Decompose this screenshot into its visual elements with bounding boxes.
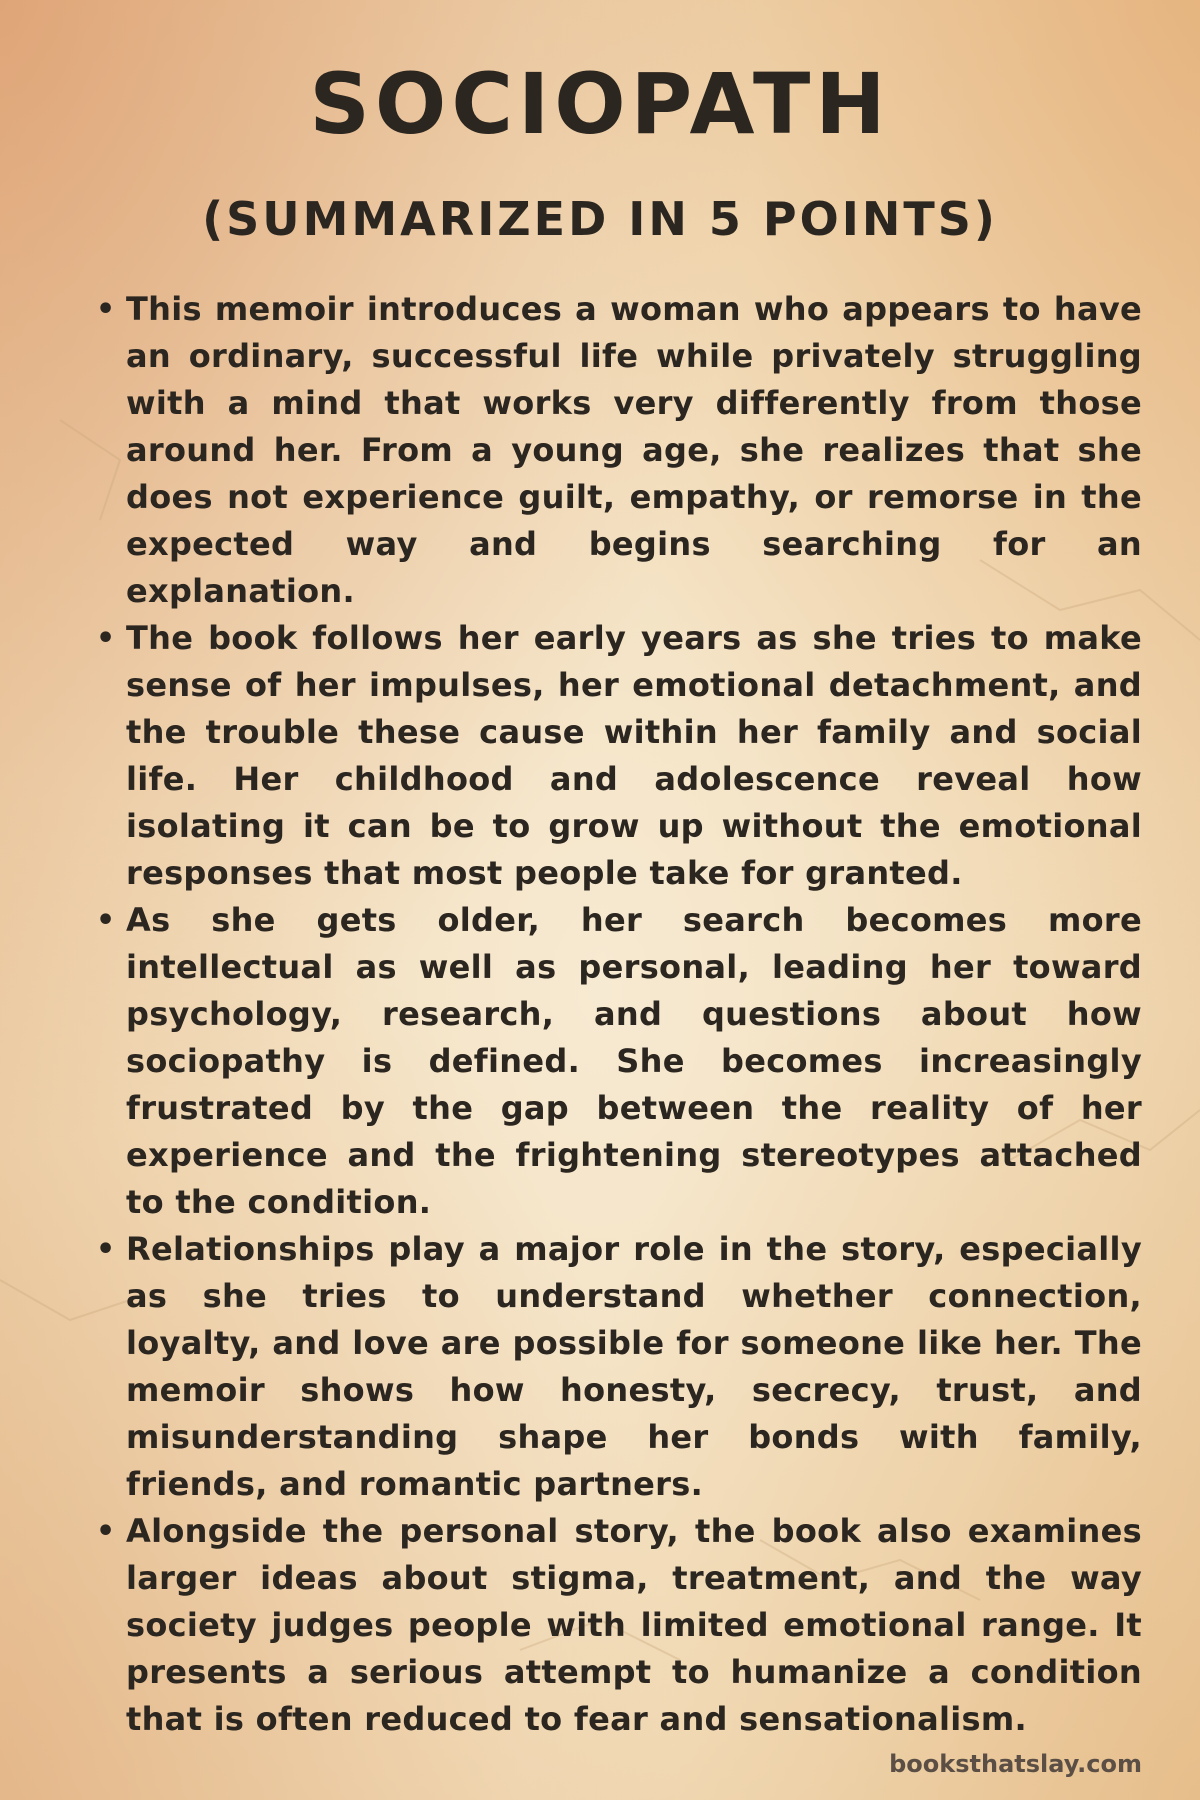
bullet-icon: • [96, 1232, 116, 1267]
page-title: SOCIOPATH [309, 55, 891, 153]
bullet-icon: • [96, 621, 116, 656]
summary-point-text: Relationships play a major role in the story, especially as she tries to understand whether connection, loyalty, and love are possible for someone like her. The memoir shows how honesty, secrecy, trust, and misunderstanding shape her bonds with family, friends, and romantic partners. [126, 1230, 1142, 1503]
summary-point-text: Alongside the personal story, the book also examines larger ideas about stigma, treatment, and the way society judges people with limited emotional range. It presents a serious attempt to humanize a condition that is often reduced to fear and sensationalism. [126, 1512, 1142, 1738]
summary-points-list [88, 286, 1142, 1743]
bullet-icon: • [96, 1514, 116, 1549]
summary-point-text: The book follows her early years as she tries to make sense of her impulses, her emotional detachment, and the trouble these cause within her family and social life. Her childhood and adolescence reveal how isolating it can be to grow up without the emotional responses that most people take for granted. [126, 619, 1142, 892]
page-subtitle: (SUMMARIZED IN 5 POINTS) [202, 192, 998, 246]
bullet-icon: • [96, 292, 116, 327]
summary-point-4 [88, 1226, 1142, 1508]
summary-point-text: This memoir introduces a woman who appears to have an ordinary, successful life while privately struggling with a mind that works very differently from those around her. From a young age, she realizes that she does not experience guilt, empathy, or remorse in the expected way and begins searching for an explanation. [126, 290, 1142, 610]
summary-point-2 [88, 615, 1142, 897]
summary-point-1 [88, 286, 1142, 615]
site-watermark: booksthatslay.com [889, 1750, 1142, 1778]
summary-point-text: As she gets older, her search becomes more intellectual as well as personal, leading her toward psychology, research, and questions about how sociopathy is defined. She becomes increasingly frustrated by the gap between the reality of her experience and the frightening stereotypes attached to the condition. [126, 901, 1142, 1221]
bullet-icon: • [96, 903, 116, 938]
summary-point-5 [88, 1508, 1142, 1743]
summary-point-3 [88, 897, 1142, 1226]
